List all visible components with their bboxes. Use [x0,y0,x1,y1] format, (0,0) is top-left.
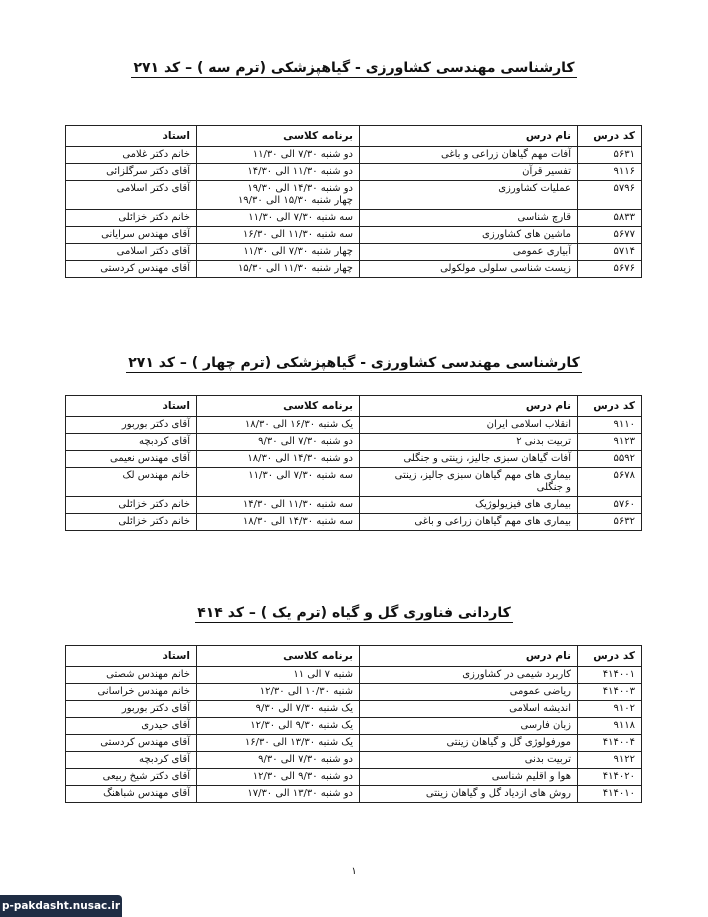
header-teacher: استاد [66,126,197,147]
course-name: بیماری های مهم گیاهان سبزی جالیز، زینتی و جنگلی [360,468,578,497]
table-row [66,718,642,735]
class-schedule: سه شنبه ۱۱/۳۰ الی ۱۴/۳۰ [197,497,360,514]
table-row [66,514,642,531]
course-name: هوا و اقلیم شناسی [360,769,578,786]
table-row [66,468,642,497]
header-name: نام درس [360,396,578,417]
class-schedule: سه شنبه ۷/۳۰ الی ۱۱/۳۰ [197,210,360,227]
course-code: ۵۶۷۷ [578,227,642,244]
course-name: بیماری های مهم گیاهان زراعی و باغی [360,514,578,531]
schedule-table-2 [65,395,642,531]
class-schedule: یک شنبه ۹/۳۰ الی ۱۲/۳۰ [197,718,360,735]
class-schedule: یک شنبه ۱۳/۳۰ الی ۱۶/۳۰ [197,735,360,752]
course-code: ۴۱۴۰۰۳ [578,684,642,701]
table-row [66,147,642,164]
course-name: انقلاب اسلامی ایران [360,417,578,434]
header-name: نام درس [360,646,578,667]
class-schedule: شنبه ۱۰/۳۰ الی ۱۲/۳۰ [197,684,360,701]
course-code: ۹۱۲۲ [578,752,642,769]
course-name: زیست شناسی سلولی مولکولی [360,261,578,278]
table-row [66,181,642,210]
class-schedule: دو شنبه ۷/۳۰ الی ۹/۳۰ [197,752,360,769]
table-row [66,684,642,701]
teacher-name: خانم دکتر خزائلی [66,514,197,531]
table-row [66,451,642,468]
header-code: کد درس [578,396,642,417]
course-code: ۹۱۱۸ [578,718,642,735]
teacher-name: خانم دکتر خزائلی [66,497,197,514]
table-row [66,164,642,181]
section-title-1: کارشناسی مهندسی کشاورزی - گیاهپزشکی (ترم سه ) – کد ۲۷۱ [133,60,575,76]
course-name: تربیت بدنی ۲ [360,434,578,451]
teacher-name: آقای دکتر بوربور [66,417,197,434]
header-code: کد درس [578,646,642,667]
teacher-name: آقای دکتر اسلامی [66,244,197,261]
class-schedule: یک شنبه ۱۶/۳۰ الی ۱۸/۳۰ [197,417,360,434]
header-schedule: برنامه کلاسی [197,396,360,417]
teacher-name: آقای دکتر بوربور [66,701,197,718]
header-teacher: استاد [66,646,197,667]
header-name: نام درس [360,126,578,147]
course-name: تفسیر قرآن [360,164,578,181]
course-code: ۵۶۷۶ [578,261,642,278]
teacher-name: خانم مهندس لک [66,468,197,497]
course-name: بیماری های فیزیولوژیک [360,497,578,514]
course-name: کاربرد شیمی در کشاورزی [360,667,578,684]
class-schedule: دو شنبه ۷/۳۰ الی ۹/۳۰ [197,434,360,451]
course-code: ۵۶۳۲ [578,514,642,531]
class-schedule: یک شنبه ۷/۳۰ الی ۹/۳۰ [197,701,360,718]
course-code: ۹۱۰۲ [578,701,642,718]
class-schedule: سه شنبه ۱۴/۳۰ الی ۱۸/۳۰ [197,514,360,531]
course-code: ۴۱۴۰۱۰ [578,786,642,803]
course-code: ۹۱۲۳ [578,434,642,451]
class-schedule: سه شنبه ۷/۳۰ الی ۱۱/۳۰ [197,468,360,497]
header-teacher: استاد [66,396,197,417]
class-schedule: دو شنبه ۱۳/۳۰ الی ۱۷/۳۰ [197,786,360,803]
teacher-name: آقای مهندس شباهنگ [66,786,197,803]
section-title-3: کاردانی فناوری گل و گیاه (ترم یک ) – کد ۴۱۴ [197,605,511,621]
header-code: کد درس [578,126,642,147]
course-code: ۴۱۴۰۰۱ [578,667,642,684]
teacher-name: خانم دکتر خزائلی [66,210,197,227]
course-code: ۵۷۹۶ [578,181,642,210]
table-row [66,417,642,434]
teacher-name: آقای مهندس سرایانی [66,227,197,244]
table-row [66,497,642,514]
course-name: آفات گیاهان سبزی جالیز، زینتی و جنگلی [360,451,578,468]
course-code: ۴۱۴۰۰۴ [578,735,642,752]
course-name: ریاضی عمومی [360,684,578,701]
page-number: ۱ [351,866,357,877]
teacher-name: خانم دکتر غلامی [66,147,197,164]
course-name: عملیات کشاورزی [360,181,578,210]
table-row [66,227,642,244]
course-code: ۹۱۱۶ [578,164,642,181]
table-row [66,701,642,718]
table-row [66,210,642,227]
course-code: ۵۷۱۴ [578,244,642,261]
table-row [66,735,642,752]
teacher-name: آقای دکتر سرگلزائی [66,164,197,181]
table-row [66,667,642,684]
section-title-2: کارشناسی مهندسی کشاورزی - گیاهپزشکی (ترم چهار ) – کد ۲۷۱ [128,355,580,371]
teacher-name: آقای دکتر شیخ ربیعی [66,769,197,786]
course-name: ماشین های کشاورزی [360,227,578,244]
teacher-name: خانم مهندس شصتی [66,667,197,684]
table-row [66,244,642,261]
course-code: ۵۸۳۳ [578,210,642,227]
course-name: اندیشه اسلامی [360,701,578,718]
course-name: زبان فارسی [360,718,578,735]
teacher-name: آقای کردبچه [66,752,197,769]
course-code: ۵۶۷۸ [578,468,642,497]
class-schedule: دو شنبه ۷/۳۰ الی ۱۱/۳۰ [197,147,360,164]
teacher-name: خانم مهندس خراسانی [66,684,197,701]
course-code: ۵۶۳۱ [578,147,642,164]
course-code: ۵۵۹۲ [578,451,642,468]
class-schedule: دو شنبه ۹/۳۰ الی ۱۲/۳۰ [197,769,360,786]
table-row [66,752,642,769]
table-row [66,786,642,803]
course-code: ۵۷۶۰ [578,497,642,514]
teacher-name: آقای مهندس کردستی [66,735,197,752]
course-name: روش های ازدیاد گل و گیاهان زینتی [360,786,578,803]
table-header-row [66,396,642,417]
table-row [66,434,642,451]
table-header-row [66,126,642,147]
class-schedule: دو شنبه ۱۴/۳۰ الی ۱۹/۳۰ چهار شنبه ۱۵/۳۰ الی ۱۹/۳۰ [197,181,360,210]
teacher-name: آقای حیدری [66,718,197,735]
class-schedule: دو شنبه ۱۱/۳۰ الی ۱۴/۳۰ [197,164,360,181]
class-schedule: شنبه ۷ الی ۱۱ [197,667,360,684]
course-name: قارچ شناسی [360,210,578,227]
header-schedule: برنامه کلاسی [197,126,360,147]
table-header-row [66,646,642,667]
course-code: ۴۱۴۰۲۰ [578,769,642,786]
class-schedule: دو شنبه ۱۴/۳۰ الی ۱۸/۳۰ [197,451,360,468]
schedule-table-1 [65,125,642,278]
course-name: آبیاری عمومی [360,244,578,261]
teacher-name: آقای کردبچه [66,434,197,451]
table-row [66,769,642,786]
course-name: تربیت بدنی [360,752,578,769]
teacher-name: آقای مهندس نعیمی [66,451,197,468]
teacher-name: آقای دکتر اسلامی [66,181,197,210]
course-name: آفات مهم گیاهان زراعی و باغی [360,147,578,164]
teacher-name: آقای مهندس کردستی [66,261,197,278]
course-name: مورفولوژی گل و گیاهان زینتی [360,735,578,752]
class-schedule: چهار شنبه ۱۱/۳۰ الی ۱۵/۳۰ [197,261,360,278]
course-code: ۹۱۱۰ [578,417,642,434]
class-schedule: سه شنبه ۱۱/۳۰ الی ۱۶/۳۰ [197,227,360,244]
table-row [66,261,642,278]
header-schedule: برنامه کلاسی [197,646,360,667]
class-schedule: چهار شنبه ۷/۳۰ الی ۱۱/۳۰ [197,244,360,261]
schedule-table-3 [65,645,642,803]
site-watermark: p-pakdasht.nusac.ir [0,895,122,917]
